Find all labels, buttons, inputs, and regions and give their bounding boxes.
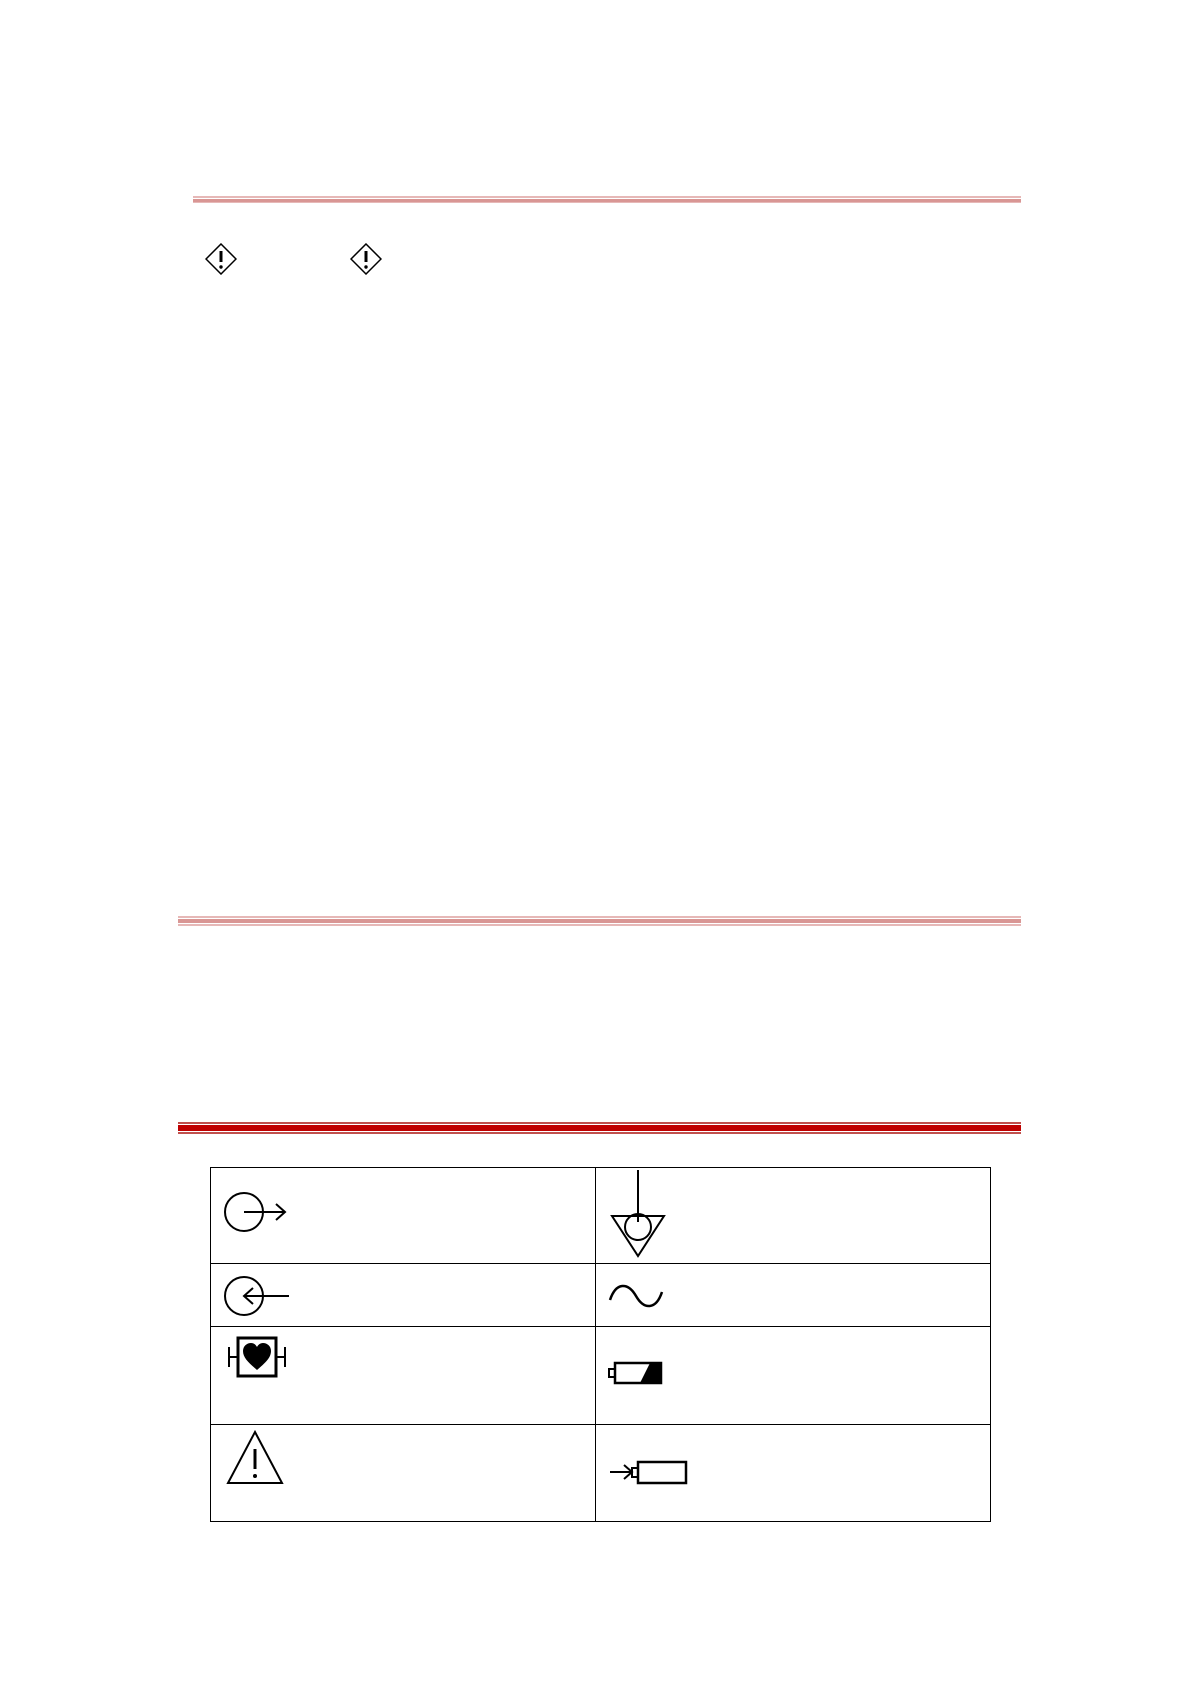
- table-row: [211, 1327, 991, 1425]
- symbol-cell: [211, 1168, 596, 1264]
- caution-triangle-icon: [225, 1429, 285, 1487]
- symbol-cell: [211, 1327, 596, 1425]
- defibrillation-proof-cf-icon: [225, 1332, 295, 1382]
- alternating-current-icon: [608, 1280, 664, 1312]
- symbol-cell: [596, 1425, 991, 1522]
- table-row: [211, 1168, 991, 1264]
- section-rule: [178, 1122, 1021, 1135]
- diamond-exclamation-icon: [350, 243, 382, 275]
- signal-output-icon: [223, 1188, 293, 1236]
- symbol-cell: [596, 1264, 991, 1327]
- symbol-cell: [211, 1425, 596, 1522]
- symbol-cell: [596, 1168, 991, 1264]
- low-battery-icon: [608, 1360, 664, 1386]
- symbol-cell: [211, 1264, 596, 1327]
- equipotential-icon: [608, 1170, 670, 1260]
- symbol-table: [210, 1167, 991, 1522]
- signal-input-icon: [223, 1273, 293, 1319]
- middle-rule: [178, 916, 1021, 926]
- diamond-exclamation-icon: [205, 243, 237, 275]
- table-row: [211, 1264, 991, 1327]
- battery-charging-icon: [608, 1458, 692, 1486]
- symbol-cell: [596, 1327, 991, 1425]
- table-row: [211, 1425, 991, 1522]
- top-rule: [193, 196, 1021, 204]
